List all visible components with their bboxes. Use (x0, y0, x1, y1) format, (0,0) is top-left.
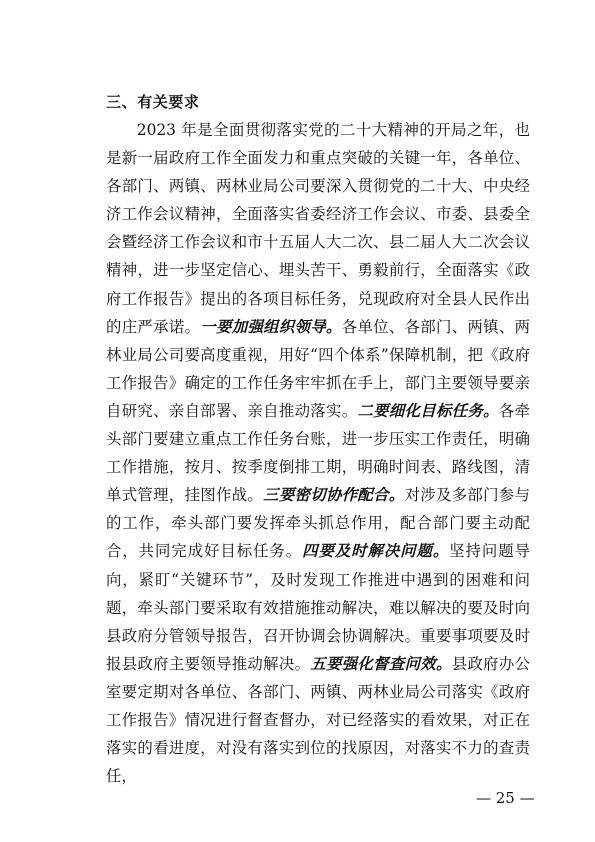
requirement-heading-2: 二要细化目标任务。 (357, 401, 499, 420)
paragraph-text: 对涉及多部门参与的工作，牵头部门要发挥牵头抓总作用，配合部门要主动配合，共同完成好目标任务。 (106, 486, 530, 561)
requirement-heading-1: 一要加强组织领导。 (200, 317, 342, 336)
requirement-heading-5: 五要强化督查问效。 (310, 654, 452, 673)
page-number: — 25 — (476, 789, 535, 807)
paragraph-text: 县政府办公室要定期对各单位、各部门、两镇、两林业局公司落实《政府工作报告》情况进行督查督办，对已经落实的看效果，对正在落实的看进度，对没有落实到位的找原因，对落实不力的查责任， (106, 654, 530, 786)
body-paragraph (106, 116, 530, 790)
requirement-heading-3: 三要密切协作配合。 (263, 486, 405, 505)
paragraph-text: 2023 年是全面贯彻落实党的二十大精神的开局之年，也是新一届政府工作全面发力和重点突破的关键一年，各单位、各部门、两镇、两林业局公司要深入贯彻党的二十大、中央经济工作会议精神，全面落实省委经济工作会议、市委、县委全会暨经济工作会议和市十五届人大二次、县二届人大二次会议精神，进一步坚定信心、埋头苦干、勇毅前行，全面落实《政府工作报告》提出的各项目标任务，兑现政府对全县人民作出的庄严承诺。 (106, 121, 530, 336)
section-heading: 三、有关要求 (106, 93, 200, 111)
paragraph-text: 各牵头部门要建立重点工作任务台账，进一步压实工作责任，明确工作措施，按月、按季度倒排工期，明确时间表、路线图，清单式管理，挂图作战。 (106, 401, 530, 505)
requirement-heading-4: 四要及时解决问题。 (302, 542, 450, 561)
paragraph-text: 坚持问题导向，紧盯“关键环节”，及时发现工作推进中遇到的困难和问题，牵头部门要采取有效措施推动解决，难以解决的要及时向县政府分管领导报告，召开协调会协调解决。重要事项要及时报县政府主要领导推动解决。 (106, 542, 530, 673)
page-content (106, 90, 530, 790)
paragraph-text: 各单位、各部门、两镇、两林业局公司要高度重视，用好“四个体系”保障机制，把《政府工作报告》确定的工作任务牢牢抓在手上，部门主要领导要亲自研究、亲自部署、亲自推动落实。 (106, 317, 530, 420)
